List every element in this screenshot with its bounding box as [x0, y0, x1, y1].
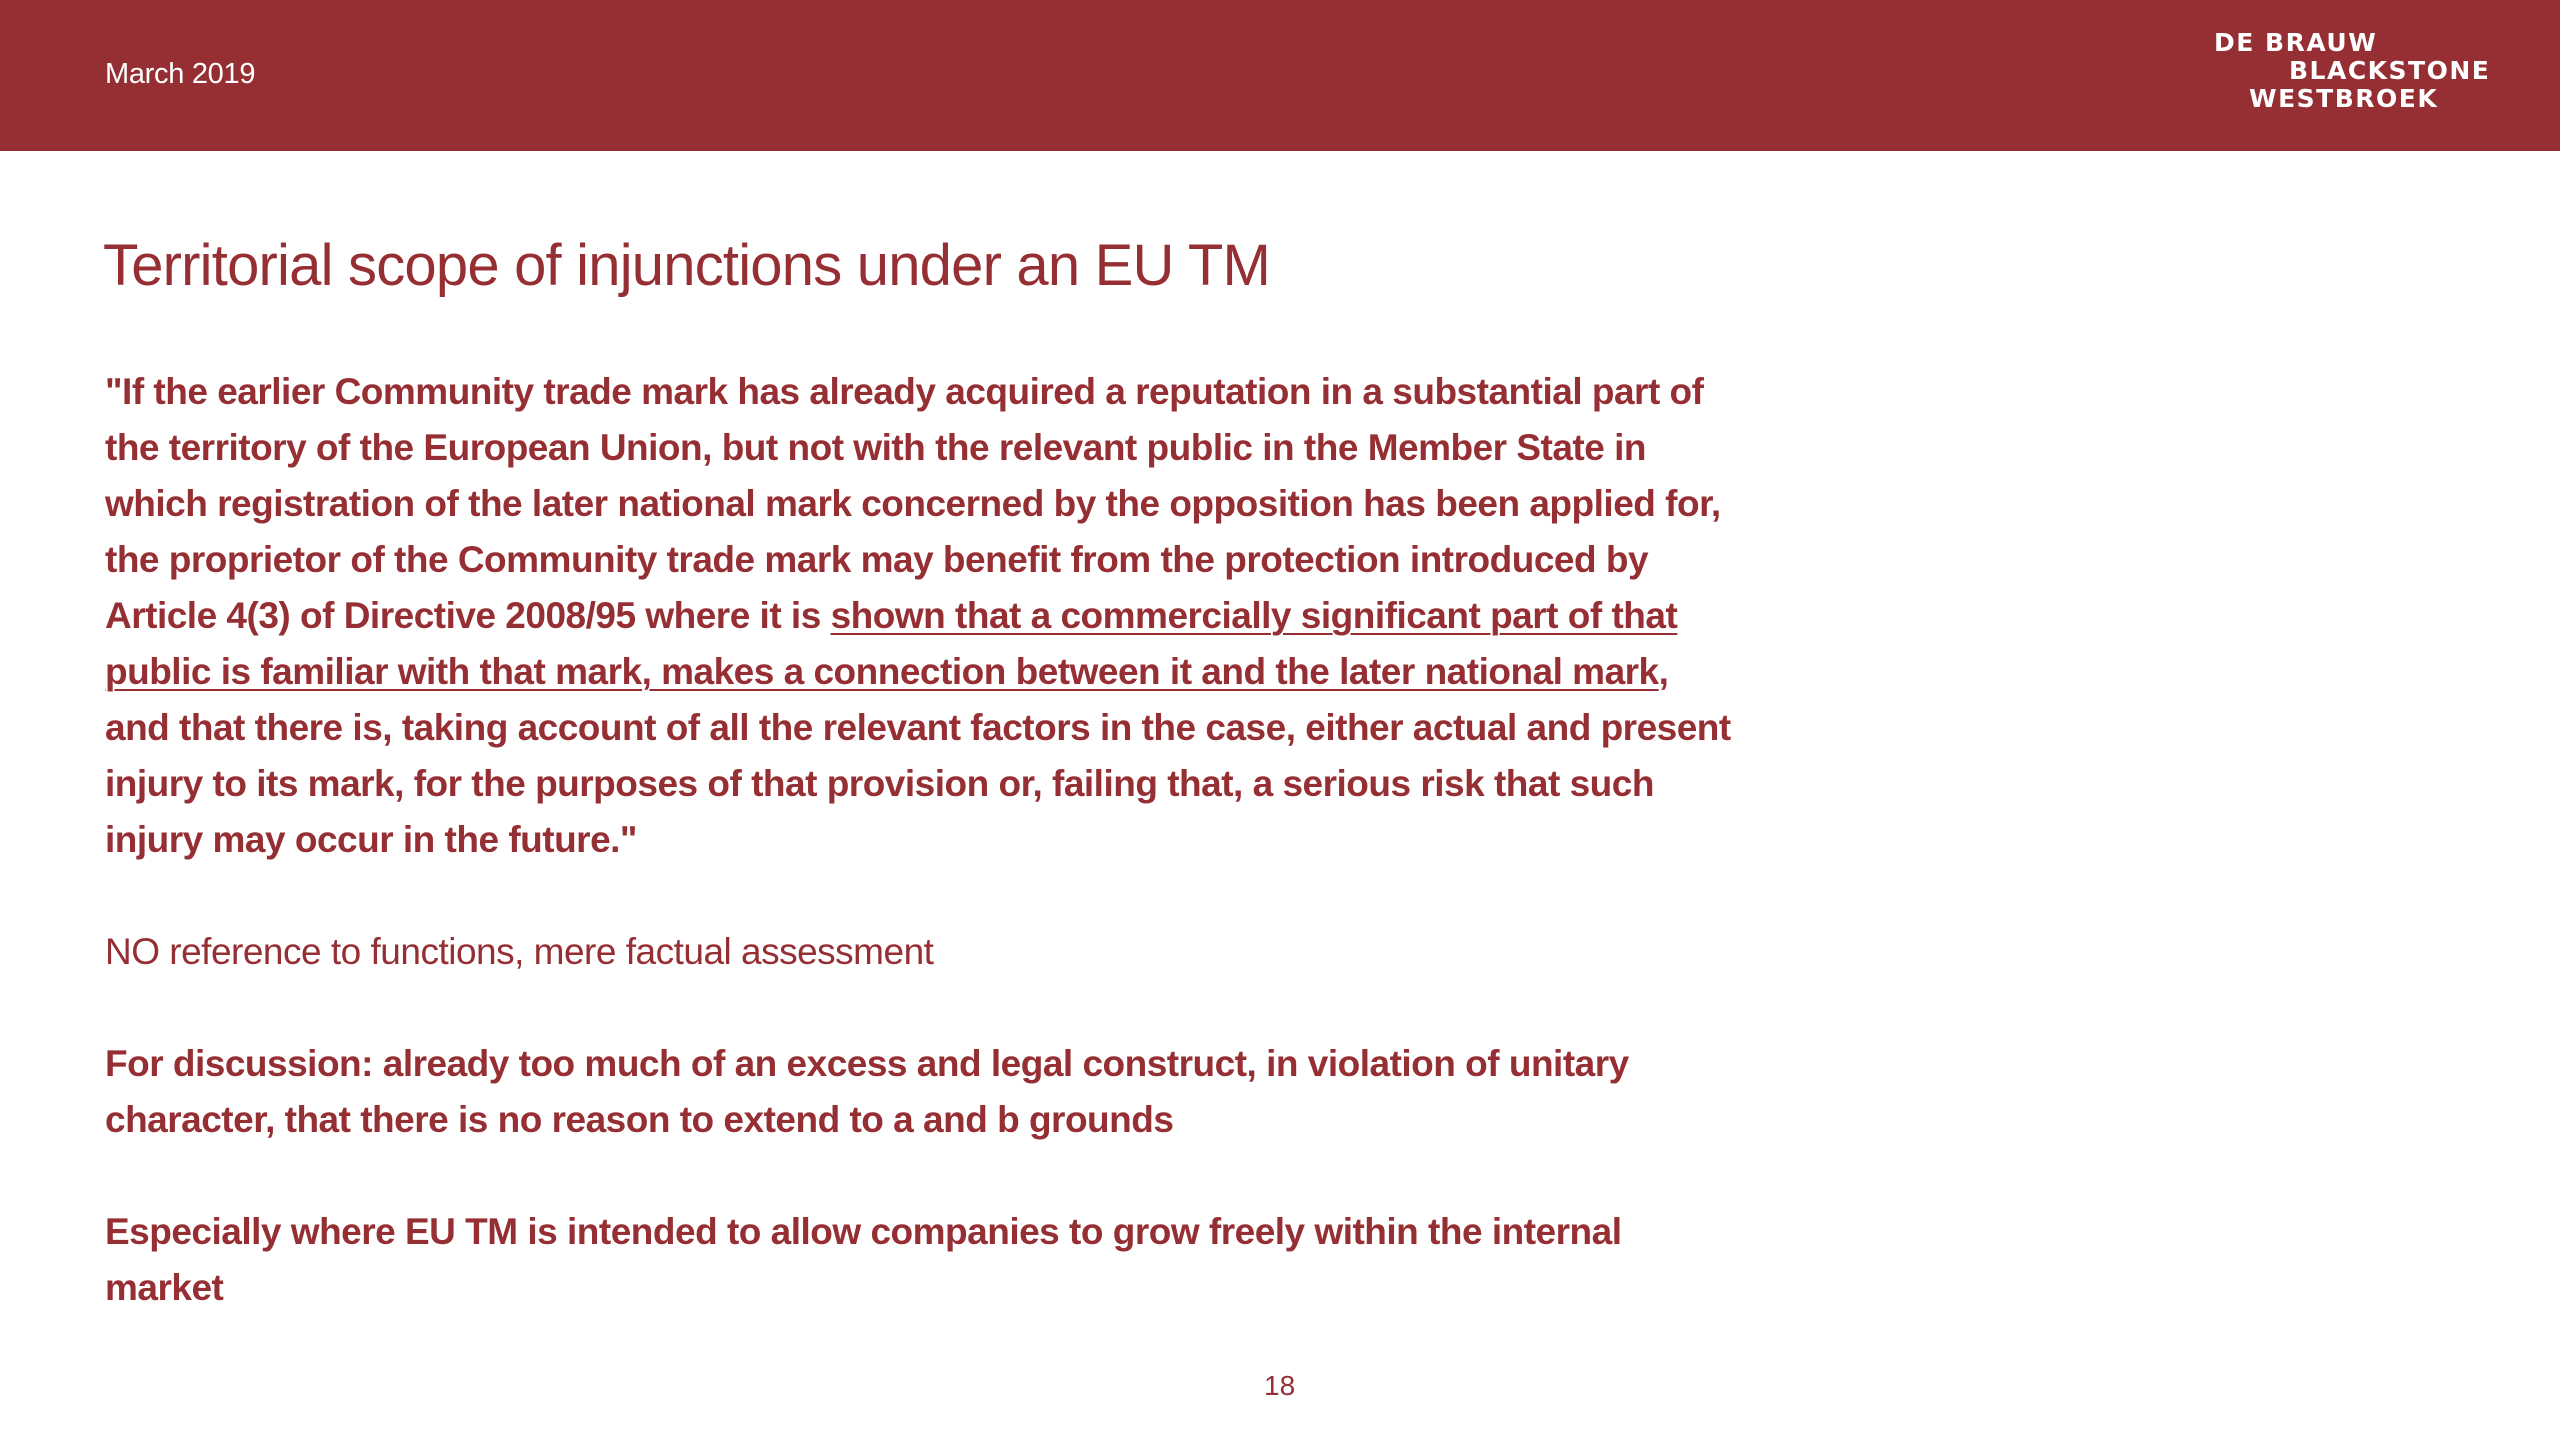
quote-line [105, 644, 1805, 700]
quote-line: injury to its mark, for the purposes of that provision or, failing that, a serious risk that such [105, 763, 1654, 804]
quote-underlined-text: shown that a commercially significant part of that [830, 595, 1678, 636]
especially-line: market [105, 1267, 224, 1308]
spacer [105, 980, 1805, 1036]
header-date: March 2019 [105, 58, 256, 90]
quote-paragraph [105, 364, 1805, 868]
discussion-line: character, that there is no reason to extend to a and b grounds [105, 1099, 1174, 1140]
quote-underlined-text: public is familiar with that mark, makes a connection between it and the later national mark [105, 651, 1659, 692]
page-number: 18 [1264, 1370, 1296, 1401]
quote-line: the territory of the European Union, but not with the relevant public in the Member State in [105, 427, 1646, 468]
quote-line: injury may occur in the future." [105, 819, 637, 860]
logo-line-westbroek: WESTBROEK [2249, 84, 2439, 113]
quote-line: and that there is, taking account of all the relevant factors in the case, either actual and present [105, 707, 1731, 748]
quote-text: Article 4(3) of Directive 2008/95 where it is [105, 595, 831, 636]
spacer [105, 1148, 1805, 1204]
logo-line-de-brauw: DE BRAUW [2214, 28, 2378, 57]
spacer [105, 868, 1805, 924]
quote-text: , [1658, 651, 1669, 692]
header-bar [0, 0, 2560, 151]
firm-logo [2212, 28, 2491, 113]
quote-line [105, 588, 1805, 644]
especially-line: Especially where EU TM is intended to allow companies to grow freely within the internal [105, 1211, 1622, 1252]
note-paragraph [105, 924, 1805, 980]
quote-line: "If the earlier Community trade mark has already acquired a reputation in a substantial part of [105, 371, 1704, 412]
quote-line: the proprietor of the Community trade mark may benefit from the protection introduced by [105, 539, 1649, 580]
discussion-line: For discussion: already too much of an excess and legal construct, in violation of unitary [105, 1043, 1629, 1084]
note-line: NO reference to functions, mere factual assessment [105, 931, 934, 972]
slide-content [105, 364, 1805, 1316]
discussion-paragraph [105, 1036, 1805, 1148]
quote-line: which registration of the later national mark concerned by the opposition has been applied for, [105, 483, 1721, 524]
slide-title: Territorial scope of injunctions under an EU TM [103, 233, 1271, 298]
logo-line-blackstone: BLACKSTONE [2289, 56, 2491, 85]
especially-paragraph [105, 1204, 1805, 1316]
